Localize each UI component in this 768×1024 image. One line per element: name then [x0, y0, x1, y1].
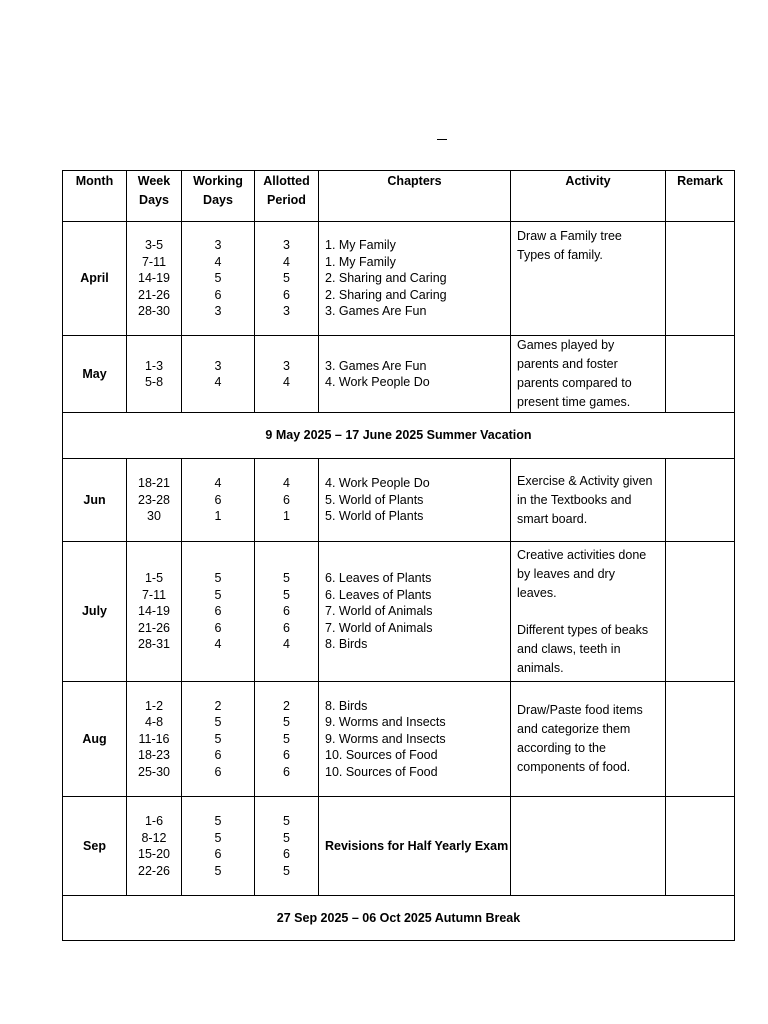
chapters-cell: Revisions for Half Yearly Exam	[319, 797, 511, 896]
table-row-may	[63, 336, 735, 413]
activity-cell	[511, 797, 666, 896]
header-remark: Remark	[666, 171, 735, 222]
activity-cell: Creative activities done by leaves and dry leaves. Different types of beaks and claws, teeth in animals.	[511, 542, 666, 682]
table-row-sep	[63, 797, 735, 896]
month-cell: July	[63, 542, 127, 682]
remark-cell	[666, 459, 735, 542]
activity-cell: Draw a Family tree Types of family.	[511, 222, 666, 336]
header-dash	[437, 139, 447, 140]
header-activity: Activity	[511, 171, 666, 222]
activity-cell: Games played by parents and foster parents compared to present time games.	[511, 336, 666, 413]
working-days-cell: 3 4	[182, 336, 255, 413]
week-days-cell: 1-6 8-12 15-20 22-26	[127, 797, 182, 896]
month-cell: Sep	[63, 797, 127, 896]
remark-cell	[666, 542, 735, 682]
working-days-cell: 3 4 5 6 3	[182, 222, 255, 336]
header-allotted-period: Allotted Period	[255, 171, 319, 222]
table-row-autumn-break	[63, 896, 735, 941]
month-cell: Jun	[63, 459, 127, 542]
allotted-period-cell: 2 5 5 6 6	[255, 682, 319, 797]
header-working-days: Working Days	[182, 171, 255, 222]
month-cell: Aug	[63, 682, 127, 797]
allotted-period-cell: 3 4	[255, 336, 319, 413]
header-chapters: Chapters	[319, 171, 511, 222]
remark-cell	[666, 222, 735, 336]
activity-cell: Draw/Paste food items and categorize them according to the components of food.	[511, 682, 666, 797]
table-row-april	[63, 222, 735, 336]
week-days-cell: 18-21 23-28 30	[127, 459, 182, 542]
syllabus-table	[62, 170, 735, 941]
week-days-cell: 1-3 5-8	[127, 336, 182, 413]
remark-cell	[666, 336, 735, 413]
header-month: Month	[63, 171, 127, 222]
chapters-cell: 4. Work People Do 5. World of Plants 5. World of Plants	[319, 459, 511, 542]
table-row-july	[63, 542, 735, 682]
activity-cell: Exercise & Activity given in the Textbooks and smart board.	[511, 459, 666, 542]
table-row-aug	[63, 682, 735, 797]
allotted-period-cell: 5 5 6 5	[255, 797, 319, 896]
chapters-cell: 6. Leaves of Plants 6. Leaves of Plants 7. World of Animals 7. World of Animals 8. Birds	[319, 542, 511, 682]
chapters-cell: 8. Birds 9. Worms and Insects 9. Worms and Insects 10. Sources of Food 10. Sources of Food	[319, 682, 511, 797]
autumn-break-banner: 27 Sep 2025 – 06 Oct 2025 Autumn Break	[63, 896, 735, 941]
week-days-cell: 1-5 7-11 14-19 21-26 28-31	[127, 542, 182, 682]
table-header-row	[63, 171, 735, 222]
table-row-jun	[63, 459, 735, 542]
allotted-period-cell: 3 4 5 6 3	[255, 222, 319, 336]
table-row-summer-vacation	[63, 413, 735, 459]
summer-vacation-banner: 9 May 2025 – 17 June 2025 Summer Vacation	[63, 413, 735, 459]
week-days-cell: 3-5 7-11 14-19 21-26 28-30	[127, 222, 182, 336]
chapters-cell: 3. Games Are Fun 4. Work People Do	[319, 336, 511, 413]
remark-cell	[666, 682, 735, 797]
working-days-cell: 4 6 1	[182, 459, 255, 542]
allotted-period-cell: 5 5 6 6 4	[255, 542, 319, 682]
month-cell: May	[63, 336, 127, 413]
remark-cell	[666, 797, 735, 896]
allotted-period-cell: 4 6 1	[255, 459, 319, 542]
week-days-cell: 1-2 4-8 11-16 18-23 25-30	[127, 682, 182, 797]
working-days-cell: 2 5 5 6 6	[182, 682, 255, 797]
working-days-cell: 5 5 6 6 4	[182, 542, 255, 682]
header-week-days: Week Days	[127, 171, 182, 222]
working-days-cell: 5 5 6 5	[182, 797, 255, 896]
chapters-cell: 1. My Family 1. My Family 2. Sharing and Caring 2. Sharing and Caring 3. Games Are Fun	[319, 222, 511, 336]
month-cell: April	[63, 222, 127, 336]
